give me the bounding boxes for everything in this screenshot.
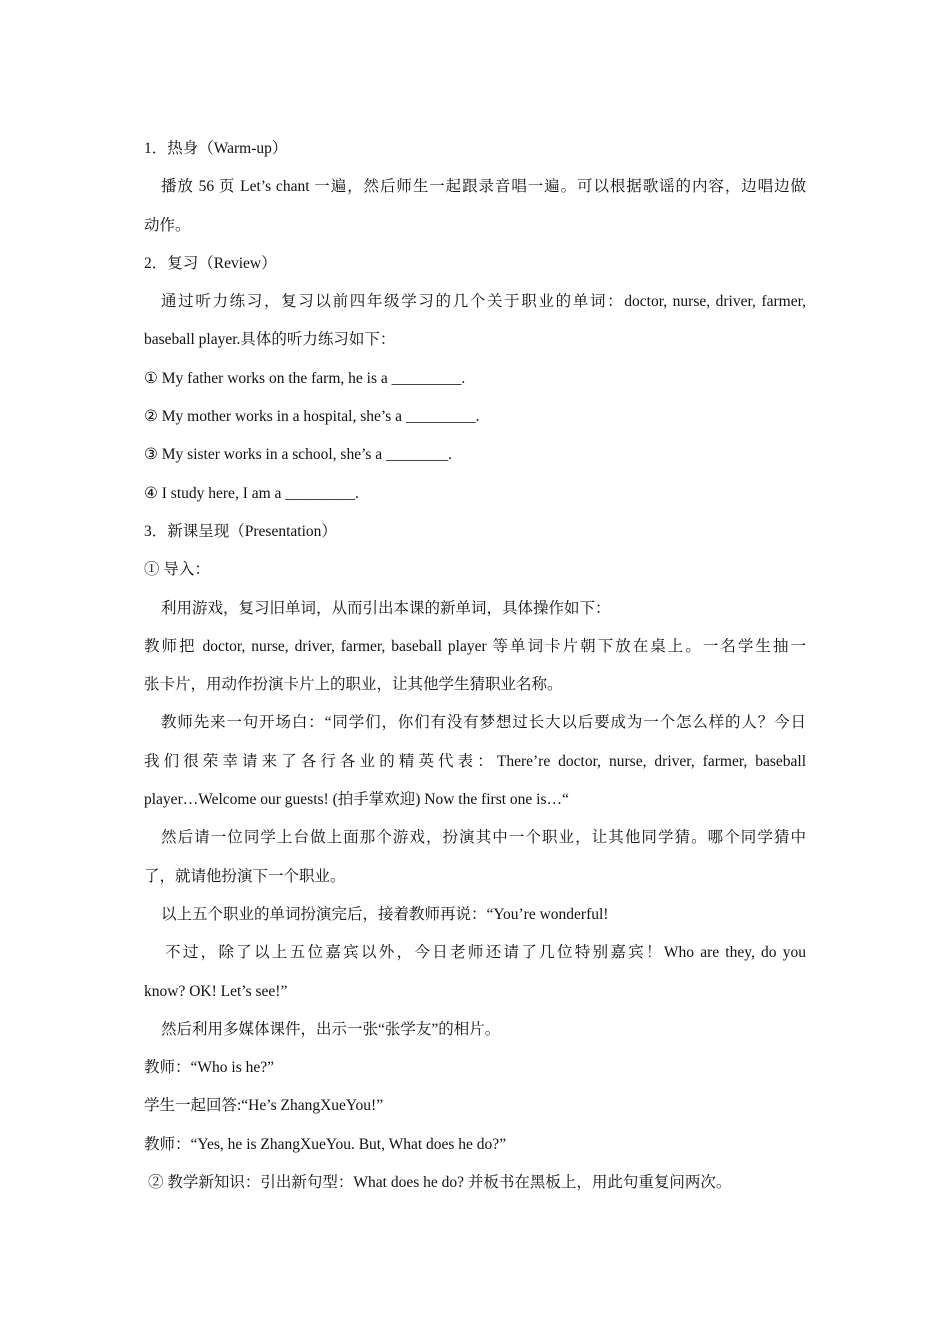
paragraph-line: 教师先来一句开场白：“同学们，你们有没有梦想过长大以后要成为一个怎么样的人？今日 xyxy=(161,714,806,732)
paragraph-line: 通过听力练习，复习以前四年级学习的几个关于职业的单词：doctor, nurse, driver, farmer, xyxy=(161,293,806,311)
paragraph-line: 然后利用多媒体课件，出示一张“张学友”的相片。 xyxy=(161,1020,501,1038)
exercise-item: ③ My sister works in a school, she’s a ________. xyxy=(144,446,452,464)
document-page xyxy=(144,130,806,1202)
paragraph-line: 了，就请他扮演下一个职业。 xyxy=(144,867,346,885)
dialogue-line: 教师：“Yes, he is ZhangXueYou. But, What does he do?” xyxy=(144,1135,507,1153)
exercise-item: ① My father works on the farm, he is a _________. xyxy=(144,369,466,387)
paragraph-line: 播放 56 页 Let’s chant 一遍，然后师生一起跟录音唱一遍。可以根据歌谣的内容，边唱边做 xyxy=(161,178,806,196)
paragraph-line: baseball player.具体的听力练习如下： xyxy=(144,331,396,349)
paragraph-line: 我们很荣幸请来了各行各业的精英代表：There’re doctor, nurse, driver, farmer, baseball xyxy=(144,752,806,770)
paragraph-line: 利用游戏，复习旧单词，从而引出本课的新单词，具体操作如下： xyxy=(161,599,611,617)
section-heading-warmup: 1．热身（Warm-up） xyxy=(144,140,288,157)
paragraph-line: 教师把 doctor, nurse, driver, farmer, baseball player 等单词卡片朝下放在桌上。一名学生抽一 xyxy=(144,637,806,655)
exercise-item: ② My mother works in a hospital, she’s a _________. xyxy=(144,408,480,426)
paragraph-line: 以上五个职业的单词扮演完后，接着教师再说：“You’re wonderful! xyxy=(161,905,609,923)
sub-heading-intro: ① 导入： xyxy=(144,561,210,579)
sub-heading-new-knowledge: ② 教学新知识：引出新句型：What does he do? 并板书在黑板上，用此句重复问两次。 xyxy=(148,1174,732,1192)
paragraph-line: 张卡片，用动作扮演卡片上的职业，让其他学生猜职业名称。 xyxy=(144,676,563,694)
paragraph-line: know? OK! Let’s see!” xyxy=(144,982,288,1000)
exercise-item: ④ I study here, I am a _________. xyxy=(144,484,359,502)
paragraph-line: 动作。 xyxy=(144,216,191,234)
paragraph-line: 然后请一位同学上台做上面那个游戏，扮演其中一个职业，让其他同学猜。哪个同学猜中 xyxy=(161,829,806,847)
paragraph-line: player…Welcome our guests! (拍手掌欢迎) Now the first one is…“ xyxy=(144,791,569,809)
dialogue-line: 教师：“Who is he?” xyxy=(144,1059,274,1077)
paragraph-line: 不过，除了以上五位嘉宾以外，今日老师还请了几位特别嘉宾！Who are they, do you xyxy=(165,944,806,962)
dialogue-line: 学生一起回答:“He’s ZhangXueYou!” xyxy=(144,1097,384,1115)
section-heading-presentation: 3．新课呈现（Presentation） xyxy=(144,522,337,540)
section-heading-review: 2．复习（Review） xyxy=(144,254,277,272)
